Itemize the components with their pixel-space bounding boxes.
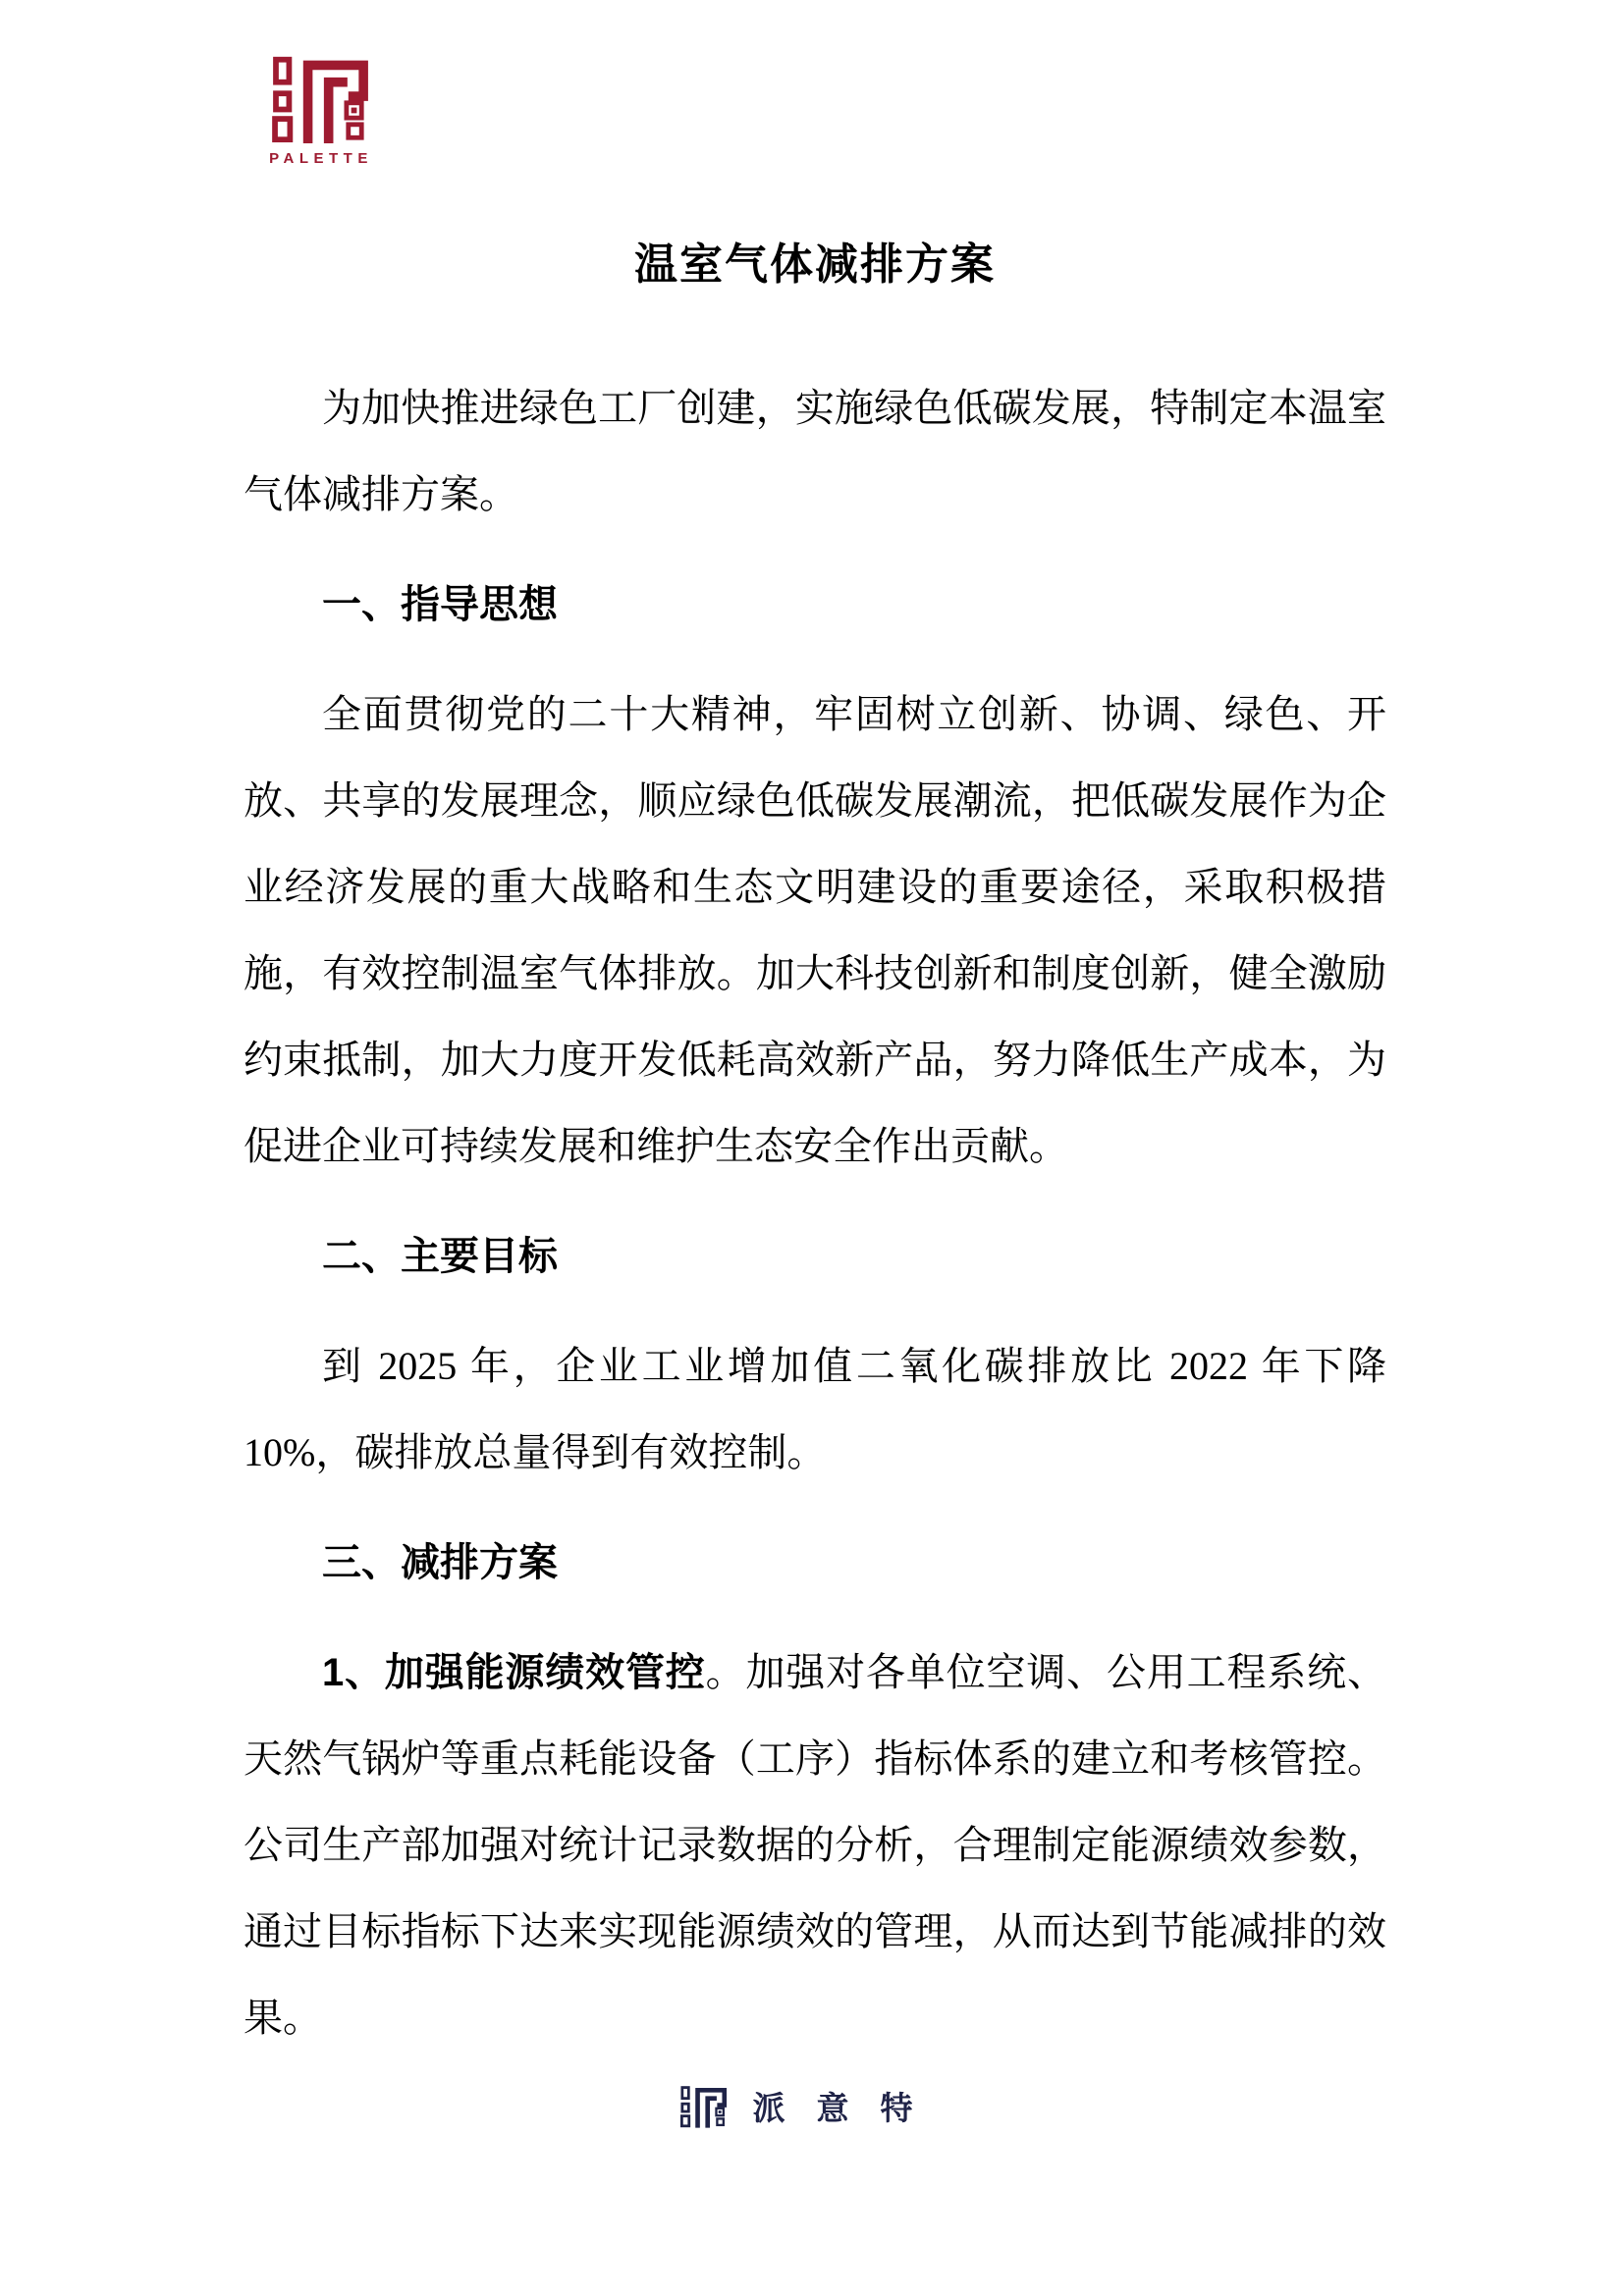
- intro-paragraph: 为加快推进绿色工厂创建，实施绿色低碳发展，特制定本温室气体减排方案。: [244, 386, 1386, 516]
- footer-brand-text: 派意特: [752, 2090, 945, 2126]
- document-body: [244, 0, 1386, 2061]
- section-1-heading: 一、指导思想: [322, 583, 558, 626]
- palette-logo-text: PALETTE: [269, 150, 373, 167]
- section-3-item-body: 。加强对各单位空调、公用工程系统、天然气锅炉等重点耗能设备（工序）指标体系的建立和考核管控。公司生产部加强对统计记录数据的分析，合理制定能源绩效参数，通过目标指标下达来实现能源绩效的管理，从而达到节能减排的效果。: [244, 1650, 1387, 2040]
- footer-logo-icon: [680, 2084, 728, 2128]
- footer: [0, 2083, 1624, 2129]
- document-title: 温室气体减排方案: [634, 240, 996, 289]
- section-3-paragraph: [244, 1629, 1386, 2061]
- section-3-item-lead: 1、加强能源绩效管控: [322, 1651, 706, 1694]
- section-2-heading: 二、主要目标: [322, 1235, 558, 1278]
- section-1-paragraph: 全面贯彻党的二十大精神，牢固树立创新、协调、绿色、开放、共享的发展理念，顺应绿色低碳发展潮流，把低碳发展作为企业经济发展的重大战略和生态文明建设的重要途径，采取积极措施，有效控制温室气体排放。加大科技创新和制度创新，健全激励约束抵制，加大力度开发低耗高效新产品，努力降低生产成本，为促进企业可持续发展和维护生态安全作出贡献。: [244, 692, 1386, 1168]
- section-2-paragraph: 到 2025 年，企业工业增加值二氧化碳排放比 2022 年下降 10%，碳排放总量得到有效控制。: [244, 1344, 1386, 1474]
- section-3-heading: 三、减排方案: [322, 1541, 558, 1584]
